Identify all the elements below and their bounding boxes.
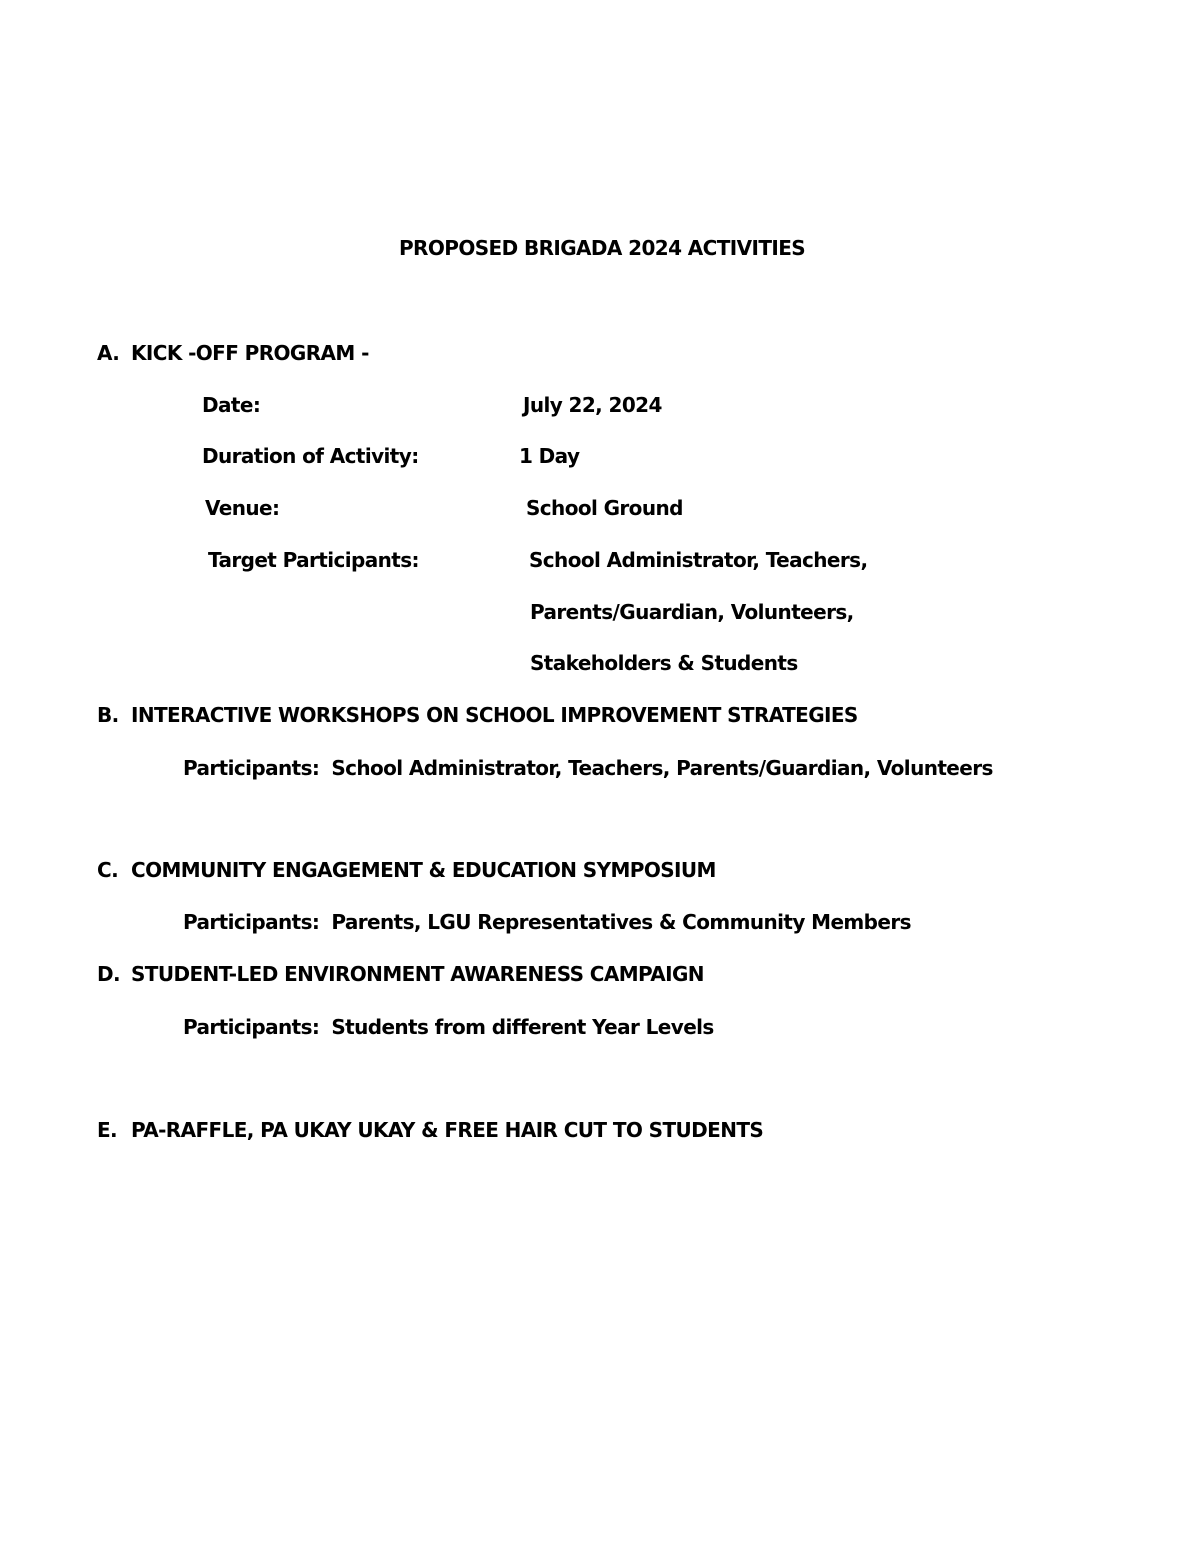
venue-value: School Ground [526, 496, 683, 520]
duration-label: Duration of Activity: [202, 444, 419, 468]
section-d-participants [183, 1015, 714, 1039]
section-title: INTERACTIVE WORKSHOPS ON SCHOOL IMPROVEMENT STRATEGIES [131, 703, 858, 727]
section-title: KICK -OFF PROGRAM - [131, 341, 369, 365]
section-letter: D. [97, 962, 120, 986]
section-a-heading [97, 341, 369, 365]
duration-value: 1 Day [519, 444, 580, 468]
section-d-heading [97, 962, 704, 986]
participants-value: Students from different Year Levels [331, 1015, 714, 1039]
participants-value: School Administrator, Teachers, Parents/Guardian, Volunteers [331, 756, 993, 780]
section-b-heading [97, 703, 858, 727]
participants-value: Parents, LGU Representatives & Community Members [331, 910, 911, 934]
participants-label: Participants: [183, 756, 320, 780]
participants-label: Participants: [183, 910, 320, 934]
target-participants-label: Target Participants: [208, 548, 419, 572]
section-title: STUDENT-LED ENVIRONMENT AWARENESS CAMPAIGN [131, 962, 704, 986]
section-title: PA-RAFFLE, PA UKAY UKAY & FREE HAIR CUT TO STUDENTS [131, 1118, 764, 1142]
date-value: July 22, 2024 [523, 393, 662, 417]
section-letter: B. [97, 703, 119, 727]
section-c-participants [183, 910, 911, 934]
target-participants-line: School Administrator, Teachers, [529, 548, 868, 572]
date-label: Date: [202, 393, 261, 417]
section-e-heading [97, 1118, 763, 1142]
participants-label: Participants: [183, 1015, 320, 1039]
section-title: COMMUNITY ENGAGEMENT & EDUCATION SYMPOSIUM [131, 858, 716, 882]
section-c-heading [97, 858, 716, 882]
target-participants-line: Stakeholders & Students [530, 651, 798, 675]
section-letter: C. [97, 858, 119, 882]
document-title: PROPOSED BRIGADA 2024 ACTIVITIES [399, 236, 806, 260]
section-letter: A. [97, 341, 120, 365]
section-letter: E. [97, 1118, 118, 1142]
venue-label: Venue: [205, 496, 280, 520]
section-b-participants [183, 756, 993, 780]
target-participants-line: Parents/Guardian, Volunteers, [530, 600, 854, 624]
